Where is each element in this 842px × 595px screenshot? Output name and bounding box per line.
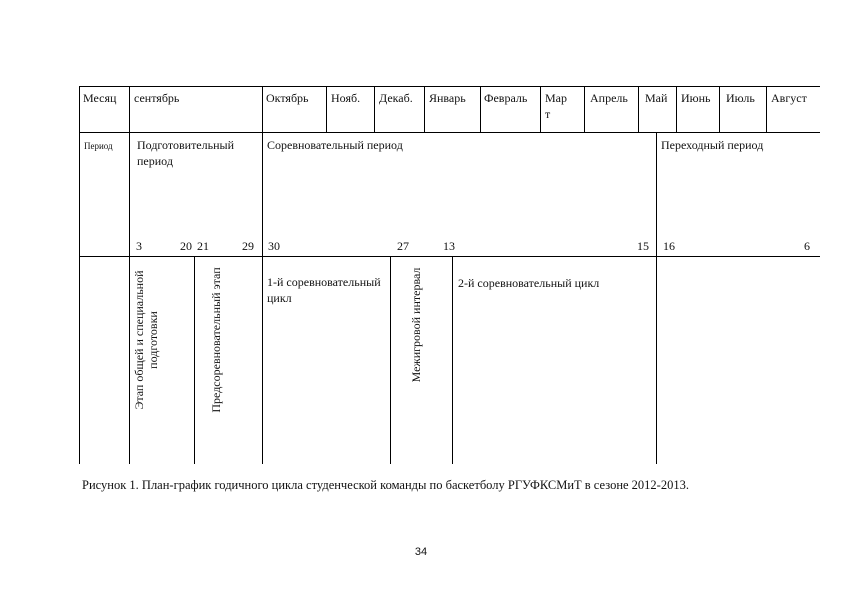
month-april: Апрель [590,91,628,105]
month-december: Декаб. [379,91,413,105]
col-divider [129,132,130,256]
col-divider [194,256,195,464]
date-marker: 13 [443,239,455,253]
col-divider [656,256,657,464]
period-header: Период [84,141,113,151]
preparatory-period: Подготовительный период [137,138,235,168]
date-marker: 20 [180,239,192,253]
month-september: сентябрь [134,91,180,105]
date-marker: 15 [637,239,649,253]
month-june: Июнь [681,91,711,105]
month-header: Месяц [83,91,117,105]
month-july: Июль [726,91,755,105]
stage-precompetitive: Предсоревновательный этап [209,267,223,413]
col-divider [424,86,425,132]
col-divider [129,86,130,132]
date-marker: 6 [804,239,810,253]
competitive-period: Соревновательный период [267,138,403,152]
table-row-divider-1 [79,132,820,133]
date-marker: 16 [663,239,675,253]
table-border-top [79,86,820,87]
stage-cycle-2: 2-й соревновательный цикл [458,276,600,290]
col-divider [719,86,720,132]
col-divider [766,86,767,132]
table-row-divider-2 [79,256,820,257]
date-marker: 3 [136,239,142,253]
month-october: Октябрь [266,91,309,105]
col-divider [326,86,327,132]
col-divider [676,86,677,132]
col-divider [480,86,481,132]
col-divider [584,86,585,132]
col-divider [390,256,391,464]
col-divider [638,86,639,132]
col-divider [129,256,130,464]
col-divider [262,132,263,256]
stage-intergame: Межигровой интервал [409,267,423,383]
stage-general-special: Этап общей и специальной подготовки [132,270,160,410]
table-border-left [79,86,80,464]
month-may: Май [645,91,668,105]
page-number: 34 [414,546,428,558]
month-march: Мар т [545,91,567,121]
col-divider [374,86,375,132]
col-divider [452,256,453,464]
transitional-period: Переходный период [661,138,764,152]
col-divider [540,86,541,132]
date-marker: 30 [268,239,280,253]
month-february: Февраль [484,91,528,105]
col-divider [262,86,263,132]
month-november: Нояб. [331,91,361,105]
date-marker: 21 [197,239,209,253]
figure-caption: Рисунок 1. План-график годичного цикла студенческой команды по баскетболу РГУФКСМиТ в сезоне 2012-2013. [82,478,689,492]
date-marker: 27 [397,239,409,253]
col-divider [656,132,657,256]
stage-cycle-1: 1-й соревновательный цикл [267,275,381,305]
month-january: Январь [429,91,466,105]
date-marker: 29 [242,239,254,253]
month-august: Август [771,91,807,105]
col-divider [262,256,263,464]
